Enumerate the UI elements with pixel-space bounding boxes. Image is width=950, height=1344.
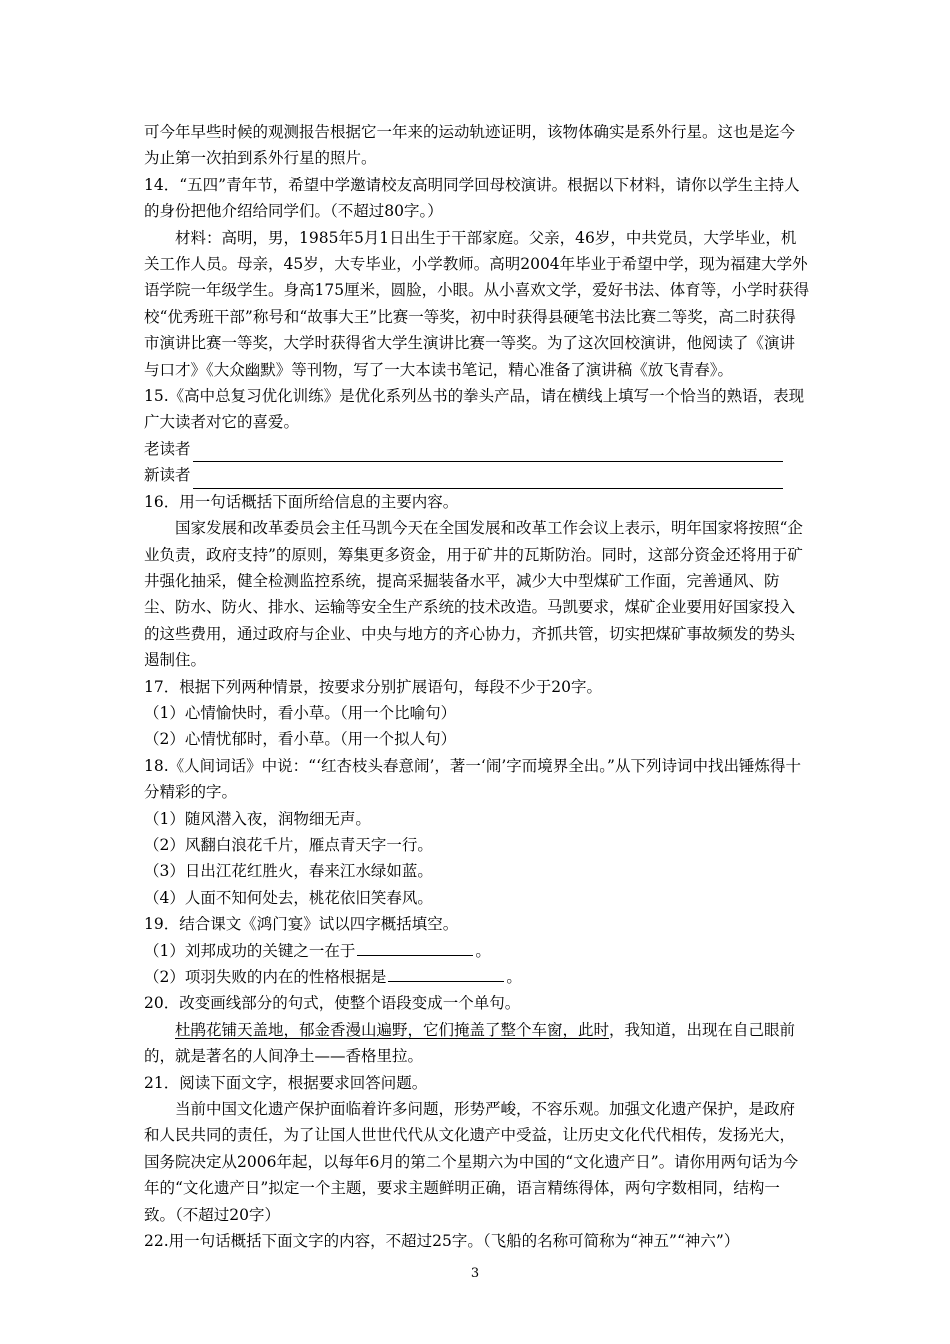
- question-17-item-2: （2）心情忧郁时，看小草。（用一个拟人句）: [144, 730, 457, 749]
- question-19-item-1-end: 。: [475, 941, 491, 960]
- new-reader-label: 新读者: [144, 466, 191, 485]
- question-14-stem: 14．“五四”青年节，希望中学邀请校友高明同学回母校演讲。根据以下材料，请你以学生主持人的身份把他介绍给同学们。（不超过80字。）: [144, 175, 800, 221]
- question-15-new-reader-line: [144, 462, 810, 488]
- question-15-old-reader-line: [144, 436, 810, 462]
- new-reader-answer-blank[interactable]: [193, 470, 783, 489]
- question-17-item-1: （1）心情愉快时，看小草。（用一个比喻句）: [144, 703, 457, 722]
- question-19-item-2-text: （2）项羽失败的内在的性格根据是: [144, 968, 387, 986]
- question-19-item-1: [144, 938, 810, 964]
- intro-paragraph: 可今年早些时候的观测报告根据它一年来的运动轨迹证明，该物体确实是系外行星。这也是迄今为止第一次拍到系外行星的照片。: [144, 123, 796, 168]
- question-20-underlined-part: 杜鹃花铺天盖地，郁金香漫山遍野，它们掩盖了整个车窗，此时: [175, 1020, 610, 1039]
- question-16-stem: 16．用一句话概括下面所给信息的主要内容。: [144, 492, 459, 511]
- question-19-item-2-end: 。: [506, 968, 522, 986]
- question-19-item-1-blank[interactable]: [357, 939, 473, 956]
- question-18-item-4: （4）人面不知何处去，桃花依旧笑春风。: [144, 888, 433, 907]
- question-21-passage: 当前中国文化遗产保护面临着许多问题，形势严峻，不容乐观。加强文化遗产保护，是政府和人民共同的责任，为了让国人世世代代从文化遗产中受益，让历史文化代代相传，发扬光大，国务院决定从2006年起，以每年6月的第二个星期六为中国的“文化遗产日”。请你用两句话为今年的“文化遗产日”拟定一个主题，要求主题鲜明正确，语言精练得体，两句字数相同，结构一致。（不超过20字）: [144, 1100, 799, 1224]
- question-15-stem: 15.《高中总复习优化训练》是优化系列丛书的拳头产品，请在横线上填写一个恰当的熟语，表现广大读者对它的喜爱。: [144, 387, 805, 432]
- question-20-rest: ，我知道，出现在自己眼前的，就是著名的人间净土——香格里拉。: [144, 1020, 796, 1066]
- question-18-stem: 18.《人间词话》中说：“‘红杏枝头春意闹’，著一‘闹’字而境界全出。”从下列诗词中找出锤炼得十分精彩的字。: [144, 756, 801, 802]
- question-19-stem: 19．结合课文《鸿门宴》试以四字概括填空。: [144, 915, 459, 934]
- question-14-material: 材料：高明，男，1985年5月1日出生于干部家庭。父亲，46岁，中共党员，大学毕业，机关工作人员。母亲，45岁，大专毕业，小学教师。高明2004年毕业于希望中学，现为福建大学外语学院一年级学生。身高175厘米，圆脸，小眼。从小喜欢文学，爱好书法、体育等，小学时获得校“优秀班干部”称号和“故事大王”比赛一等奖，初中时获得县硬笔书法比赛二等奖，高二时获得市演讲比赛一等奖，大学时获得省大学生演讲比赛一等奖。为了这次回校演讲，他阅读了《演讲与口才》《大众幽默》等刊物，写了一大本读书笔记，精心准备了演讲稿《放飞青春》。: [144, 228, 810, 379]
- question-18-item-3: （3）日出江花红胜火，春来江水绿如蓝。: [144, 862, 433, 881]
- question-16-passage: 国家发展和改革委员会主任马凯今天在全国发展和改革工作会议上表示，明年国家将按照“企业负责，政府支持”的原则，筹集更多资金，用于矿井的瓦斯防治。同时，这部分资金还将用于矿井强化抽采，健全检测监控系统，提高采掘装备水平，减少大中型煤矿工作面，完善通风、防尘、防水、防火、排水、运输等安全生产系统的技术改造。马凯要求，煤矿企业要用好国家投入的这些费用，通过政府与企业、中央与地方的齐心协力，齐抓共管，切实把煤矿事故频发的势头遏制住。: [144, 519, 803, 670]
- question-19-item-1-text: （1）刘邦成功的关键之一在于: [144, 941, 356, 960]
- question-20-passage: [144, 1017, 810, 1070]
- question-22-stem: 22.用一句话概括下面文字的内容，不超过25字。（飞船的名称可简称为“神五”“神六”）: [144, 1232, 740, 1251]
- document-body: [144, 119, 810, 1254]
- question-19-item-2: [144, 964, 810, 990]
- question-19-item-2-blank[interactable]: [388, 965, 504, 982]
- old-reader-answer-blank[interactable]: [193, 443, 783, 462]
- question-18-item-2: （2）风翻白浪花千片，雁点青天字一行。: [144, 835, 433, 854]
- question-21-stem: 21．阅读下面文字，根据要求回答问题。: [144, 1073, 428, 1092]
- old-reader-label: 老读者: [144, 439, 191, 458]
- question-17-stem: 17．根据下列两种情景，按要求分别扩展语句，每段不少于20字。: [144, 677, 602, 696]
- question-20-stem: 20．改变画线部分的句式，使整个语段变成一个单句。: [144, 994, 521, 1013]
- page-number: 3: [470, 1266, 480, 1281]
- question-18-item-1: （1）随风潜入夜，润物细无声。: [144, 809, 371, 828]
